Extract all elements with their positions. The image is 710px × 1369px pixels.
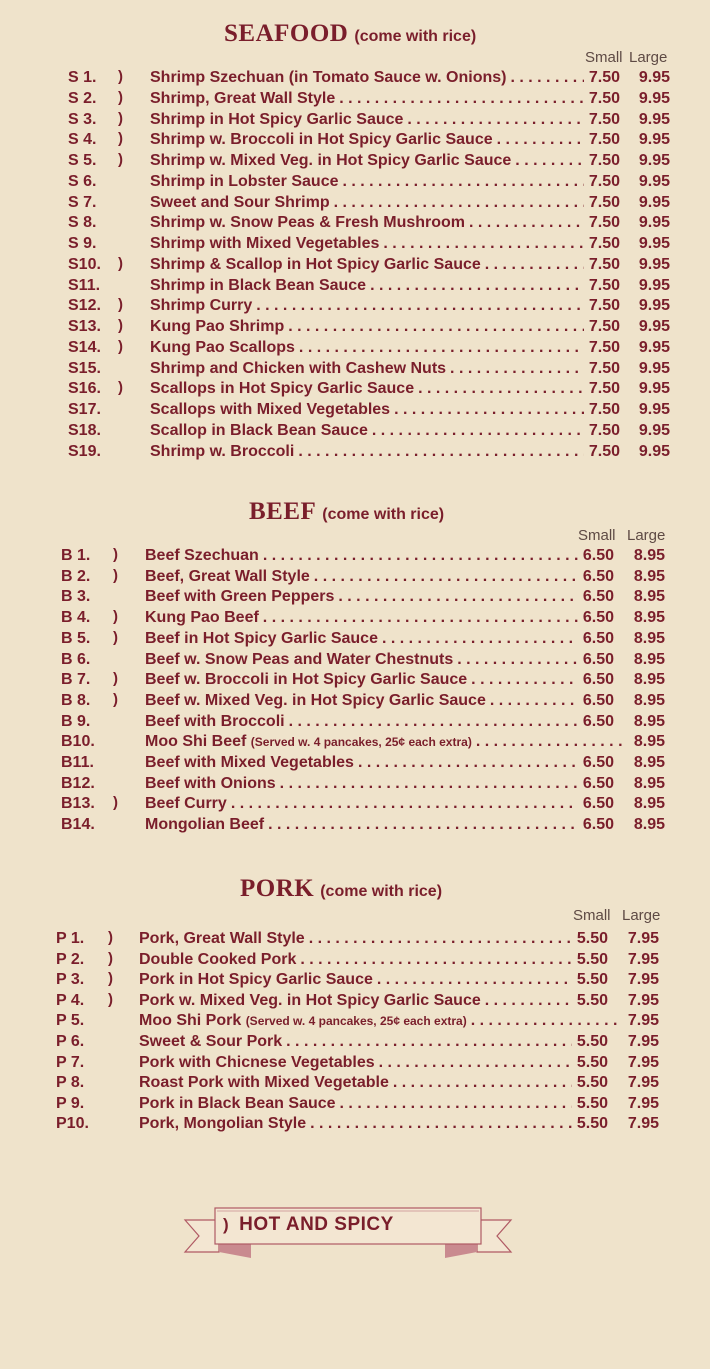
price-large: 7.95 (627, 991, 659, 1009)
menu-item-row (0, 1074, 710, 1095)
menu-item-row (0, 1115, 710, 1136)
chili-pepper-icon: ) (108, 929, 113, 946)
chili-pepper-icon: ) (118, 296, 123, 314)
price-small: 7.50 (588, 89, 620, 107)
item-name (139, 971, 572, 989)
chili-pepper-icon: ) (113, 608, 118, 626)
item-name (139, 1054, 572, 1072)
item-code: S11. (68, 276, 101, 294)
item-name-text: Sweet and Sour Shrimp (150, 193, 330, 211)
price-small: 6.50 (582, 754, 614, 771)
price-large: 7.95 (627, 1012, 659, 1030)
price-small: 6.50 (582, 691, 614, 709)
small-column-header: Small (585, 49, 623, 66)
price-large: 8.95 (633, 774, 665, 792)
menu-item-row (0, 671, 710, 692)
item-name (150, 401, 584, 419)
item-name (150, 69, 584, 87)
item-name (150, 277, 584, 295)
price-small: 5.50 (576, 1053, 608, 1071)
menu-item-row (0, 971, 710, 992)
item-code: S15. (68, 359, 101, 377)
price-small: 7.50 (588, 338, 620, 356)
item-name-text: Shrimp with Mixed Vegetables (150, 235, 380, 252)
menu-item-row (0, 111, 710, 132)
item-name-text: Kung Pao Shrimp (150, 318, 285, 335)
menu-item-row (0, 754, 710, 775)
chili-pepper-icon: ) (223, 1215, 230, 1234)
menu-item-row (0, 339, 710, 360)
price-small: 7.50 (588, 276, 620, 294)
item-code: P 6. (56, 1033, 85, 1050)
item-code: S 8. (68, 214, 97, 232)
price-large: 9.95 (638, 297, 670, 315)
price-large: 8.95 (633, 754, 665, 771)
menu-item-row (0, 1054, 710, 1075)
menu-item-row (0, 1033, 710, 1054)
item-name-text: Pork with Chicnese Vegetables (139, 1053, 375, 1071)
price-small: 5.50 (576, 971, 608, 989)
price-small: 6.50 (582, 609, 614, 627)
price-large: 9.95 (638, 172, 670, 190)
menu-item-row (0, 713, 710, 734)
item-name-text: Shrimp w. Broccoli in Hot Spicy Garlic Sauce (150, 131, 493, 149)
item-code: S12. (68, 297, 101, 315)
item-name-text: Kung Pao Scallops (150, 338, 295, 356)
item-code: B 3. (61, 588, 91, 606)
item-name (139, 930, 572, 948)
item-code: S 6. (68, 172, 97, 190)
item-code: P 9. (56, 1094, 85, 1112)
item-name-text: Double Cooked Pork (139, 950, 297, 968)
price-large: 8.95 (633, 567, 665, 585)
price-small: 5.50 (576, 930, 608, 947)
item-name (150, 318, 584, 336)
item-name (150, 214, 584, 232)
section-heading: PORK (240, 875, 315, 902)
price-large: 8.95 (633, 816, 665, 834)
price-small: 7.50 (588, 359, 620, 377)
price-large: 7.95 (627, 930, 659, 947)
item-code: S14. (68, 338, 101, 356)
item-name (145, 588, 578, 606)
item-code: P 5. (56, 1012, 85, 1030)
menu-item-row (0, 277, 710, 298)
price-small: 7.50 (588, 172, 620, 190)
item-name-text: Shrimp Curry (150, 297, 253, 315)
item-code: S16. (68, 380, 101, 398)
large-column-header: Large (627, 527, 666, 544)
menu-item-row (0, 816, 710, 837)
chili-pepper-icon: ) (118, 68, 123, 85)
chili-pepper-icon: ) (113, 794, 118, 812)
price-large: 8.95 (633, 629, 665, 647)
price-small: 6.50 (582, 588, 614, 606)
item-name-text: Shrimp w. Broccoli (150, 442, 295, 460)
price-large: 9.95 (638, 89, 670, 107)
item-name-text: Shrimp in Lobster Sauce (150, 172, 339, 190)
menu-item-row (0, 775, 710, 796)
small-column-header: Small (578, 527, 616, 544)
price-small: 5.50 (576, 950, 608, 968)
price-small: 6.50 (582, 650, 614, 668)
price-small: 7.50 (588, 297, 620, 315)
price-small: 6.50 (582, 567, 614, 585)
item-name (150, 131, 584, 149)
item-code: B14. (61, 816, 95, 834)
section-subtitle: (come with rice) (322, 506, 445, 523)
menu-item-row (0, 173, 710, 194)
price-small: 6.50 (582, 671, 614, 689)
price-large: 8.95 (633, 650, 665, 668)
item-code: P 3. (56, 971, 85, 989)
price-large: 9.95 (638, 318, 670, 335)
chili-pepper-icon: ) (118, 254, 123, 272)
menu-item-row (0, 297, 710, 318)
item-name-text: Beef with Broccoli (145, 712, 285, 730)
item-code: S19. (68, 442, 101, 460)
menu-item-row (0, 1095, 710, 1116)
price-large: 8.95 (633, 691, 665, 709)
item-name (139, 1095, 572, 1113)
item-name (139, 951, 572, 969)
item-code: B 9. (61, 712, 91, 730)
menu-item-row (0, 692, 710, 713)
item-name (145, 651, 578, 669)
item-name (145, 795, 578, 813)
price-large: 8.95 (633, 733, 665, 751)
item-name (150, 90, 584, 108)
large-column-header: Large (629, 49, 668, 66)
item-name (150, 422, 584, 440)
item-name (150, 360, 584, 378)
price-large: 7.95 (627, 971, 659, 989)
price-large: 9.95 (638, 235, 670, 252)
item-name-text: Scallop in Black Bean Sauce (150, 421, 368, 439)
item-name-text: Beef w. Mixed Veg. in Hot Spicy Garlic Sauce (145, 691, 486, 709)
menu-item-row (0, 152, 710, 173)
chili-pepper-icon: ) (113, 546, 118, 563)
chili-pepper-icon: ) (118, 88, 123, 106)
price-large: 9.95 (638, 152, 670, 169)
chili-pepper-icon: ) (118, 130, 123, 148)
item-name-text: Beef Szechuan (145, 547, 259, 564)
item-code: S 1. (68, 69, 97, 86)
menu-item-row (0, 235, 710, 256)
price-small: 6.50 (582, 816, 614, 834)
item-note: (Served w. 4 pancakes, 25¢ each extra) (245, 1014, 467, 1029)
item-name (145, 816, 578, 834)
item-name-text: Shrimp in Black Bean Sauce (150, 276, 367, 294)
item-name-text: Shrimp and Chicken with Cashew Nuts (150, 359, 447, 377)
menu-item-row (0, 380, 710, 401)
item-code: S 5. (68, 152, 97, 169)
price-small: 6.50 (582, 547, 614, 564)
item-name (150, 443, 584, 461)
item-code: S10. (68, 255, 101, 273)
item-name-text: Beef w. Snow Peas and Water Chestnuts (145, 650, 454, 668)
chili-pepper-icon: ) (113, 690, 118, 708)
item-name (145, 671, 578, 689)
chili-pepper-icon: ) (108, 949, 113, 967)
section-title-beef (249, 498, 444, 526)
menu-item-row (0, 992, 710, 1013)
item-code: B10. (61, 733, 95, 751)
menu-item-row (0, 69, 710, 90)
item-name-text: Pork in Hot Spicy Garlic Sauce (139, 971, 373, 989)
menu-item-row (0, 930, 710, 951)
price-small: 5.50 (576, 991, 608, 1009)
item-name (150, 339, 584, 357)
price-small: 6.50 (582, 712, 614, 730)
price-small: 7.50 (588, 255, 620, 273)
item-name (145, 733, 625, 751)
price-large: 8.95 (633, 795, 665, 813)
item-name-text: Shrimp in Hot Spicy Garlic Sauce (150, 110, 404, 128)
price-large: 9.95 (638, 193, 670, 211)
price-small: 5.50 (576, 1033, 608, 1050)
item-name-text: Scallops with Mixed Vegetables (150, 401, 391, 418)
item-name-text: Beef with Onions (145, 774, 276, 792)
item-name-text: Pork, Mongolian Style (139, 1115, 307, 1133)
price-small: 7.50 (588, 193, 620, 211)
item-name (150, 173, 584, 191)
price-large: 8.95 (633, 671, 665, 689)
price-large: 7.95 (627, 1053, 659, 1071)
menu-item-row (0, 547, 710, 568)
item-name (139, 1115, 572, 1133)
item-name (139, 1012, 619, 1030)
item-name (145, 692, 578, 710)
item-name-text: Mongolian Beef (145, 816, 265, 834)
item-name-text: Shrimp & Scallop in Hot Spicy Garlic Sauce (150, 255, 481, 273)
item-name-text: Beef with Green Peppers (145, 588, 335, 606)
item-name-text: Beef with Mixed Vegetables (145, 754, 354, 771)
item-name (150, 235, 584, 253)
price-large: 9.95 (638, 442, 670, 460)
section-title-pork (240, 875, 442, 903)
menu-item-row (0, 360, 710, 381)
item-code: S 9. (68, 235, 97, 252)
price-small: 5.50 (576, 1094, 608, 1112)
item-name-text: Pork, Great Wall Style (139, 930, 305, 947)
small-column-header: Small (573, 907, 611, 924)
menu-item-row (0, 422, 710, 443)
section-heading: SEAFOOD (224, 20, 349, 47)
price-large: 7.95 (627, 1074, 659, 1092)
price-large: 9.95 (638, 255, 670, 273)
item-name-text: Beef w. Broccoli in Hot Spicy Garlic Sauce (145, 671, 468, 689)
chili-pepper-icon: ) (118, 379, 123, 397)
price-large: 7.95 (627, 950, 659, 968)
price-small: 7.50 (588, 401, 620, 418)
section-title-seafood (224, 20, 476, 48)
chili-pepper-icon: ) (118, 109, 123, 127)
price-small: 7.50 (588, 69, 620, 86)
price-large: 9.95 (638, 276, 670, 294)
price-large: 9.95 (638, 359, 670, 377)
price-small: 7.50 (588, 421, 620, 439)
price-small: 7.50 (588, 131, 620, 149)
item-code: S18. (68, 421, 101, 439)
item-name (145, 713, 578, 731)
menu-item-row (0, 568, 710, 589)
menu-item-row (0, 733, 710, 754)
menu-item-row (0, 651, 710, 672)
menu-item-row (0, 795, 710, 816)
item-name-text: Shrimp Szechuan (in Tomato Sauce w. Onions) (150, 69, 507, 86)
item-name (145, 547, 578, 565)
price-large: 8.95 (633, 712, 665, 730)
item-name (150, 152, 584, 170)
item-code: S 4. (68, 131, 97, 149)
item-name (145, 630, 578, 648)
item-code: P 8. (56, 1074, 85, 1092)
item-name (139, 1033, 572, 1051)
menu-item-row (0, 443, 710, 464)
legend-label (223, 1214, 473, 1236)
price-small: 7.50 (588, 152, 620, 169)
chili-pepper-icon: ) (108, 970, 113, 988)
price-large: 8.95 (633, 588, 665, 606)
price-small: 7.50 (588, 318, 620, 335)
item-name-text: Beef Curry (145, 795, 227, 813)
item-name (150, 256, 584, 274)
item-name (145, 754, 578, 772)
item-code: B13. (61, 795, 95, 813)
menu-item-row (0, 214, 710, 235)
item-name-text: Pork w. Mixed Veg. in Hot Spicy Garlic Sauce (139, 991, 481, 1009)
menu-item-row (0, 318, 710, 339)
item-code: B 2. (61, 567, 91, 585)
item-name (150, 194, 584, 212)
item-code: P 2. (56, 950, 85, 968)
item-name-text: Moo Shi Beef (145, 733, 247, 751)
price-large: 7.95 (627, 1033, 659, 1050)
item-name (139, 992, 572, 1010)
item-name-text: Shrimp, Great Wall Style (150, 89, 336, 107)
hot-and-spicy-legend (183, 1196, 513, 1268)
item-name-text: Pork in Black Bean Sauce (139, 1094, 336, 1112)
chili-pepper-icon: ) (113, 628, 118, 646)
item-name-text: Shrimp w. Mixed Veg. in Hot Spicy Garlic Sauce (150, 152, 512, 169)
item-name-text: Beef, Great Wall Style (145, 567, 310, 585)
item-code: B 8. (61, 691, 91, 709)
menu-item-row (0, 131, 710, 152)
large-column-header: Large (622, 907, 661, 924)
item-code: B 4. (61, 609, 91, 627)
price-large: 9.95 (638, 380, 670, 398)
section-subtitle: (come with rice) (354, 28, 477, 45)
item-name (145, 609, 578, 627)
item-name (139, 1074, 572, 1092)
price-large: 7.95 (627, 1115, 659, 1133)
item-name-text: Shrimp w. Snow Peas & Fresh Mushroom (150, 214, 466, 232)
section-heading: BEEF (249, 498, 317, 525)
item-name-text: Roast Pork with Mixed Vegetable (139, 1074, 389, 1092)
item-code: S 2. (68, 89, 97, 107)
menu-item-row (0, 1012, 710, 1033)
price-small: 7.50 (588, 214, 620, 232)
chili-pepper-icon: ) (113, 566, 118, 584)
price-large: 9.95 (638, 69, 670, 86)
item-name-text: Kung Pao Beef (145, 609, 259, 627)
price-large: 8.95 (633, 609, 665, 627)
menu-item-row (0, 588, 710, 609)
item-code: B 6. (61, 650, 91, 668)
menu-item-row (0, 90, 710, 111)
item-code: B 1. (61, 547, 91, 564)
menu-item-row (0, 630, 710, 651)
price-large: 9.95 (638, 110, 670, 128)
item-name (145, 568, 578, 586)
price-large: 9.95 (638, 421, 670, 439)
price-small: 6.50 (582, 795, 614, 813)
price-small: 7.50 (588, 110, 620, 128)
price-small: 5.50 (576, 1074, 608, 1092)
item-code: S17. (68, 401, 101, 418)
item-code: S 3. (68, 110, 97, 128)
item-name (145, 775, 578, 793)
price-small: 6.50 (582, 774, 614, 792)
item-code: P 7. (56, 1053, 85, 1071)
item-name (150, 111, 584, 129)
item-name (150, 380, 584, 398)
chili-pepper-icon: ) (118, 151, 123, 168)
price-small: 6.50 (582, 629, 614, 647)
chili-pepper-icon: ) (118, 337, 123, 355)
legend-text: HOT AND SPICY (239, 1214, 394, 1235)
price-large: 9.95 (638, 214, 670, 232)
item-code: B12. (61, 774, 95, 792)
item-code: S13. (68, 318, 101, 335)
item-name-text: Sweet & Sour Pork (139, 1033, 283, 1050)
item-code: B11. (61, 754, 94, 771)
menu-item-row (0, 194, 710, 215)
price-large: 9.95 (638, 338, 670, 356)
item-name-text: Beef in Hot Spicy Garlic Sauce (145, 629, 378, 647)
price-large: 8.95 (633, 547, 665, 564)
item-note: (Served w. 4 pancakes, 25¢ each extra) (250, 735, 472, 750)
price-large: 9.95 (638, 401, 670, 418)
item-name-text: Scallops in Hot Spicy Garlic Sauce (150, 380, 415, 398)
price-small: 7.50 (588, 380, 620, 398)
item-name-text: Moo Shi Pork (139, 1012, 242, 1030)
price-small: 5.50 (576, 1115, 608, 1133)
item-code: B 5. (61, 629, 91, 647)
item-code: P 1. (56, 930, 85, 947)
price-small: 7.50 (588, 235, 620, 252)
item-code: P10. (56, 1115, 89, 1133)
price-small: 7.50 (588, 442, 620, 460)
chili-pepper-icon: ) (113, 670, 118, 688)
price-large: 7.95 (627, 1094, 659, 1112)
menu-item-row (0, 609, 710, 630)
item-code: S 7. (68, 193, 97, 211)
item-name (150, 297, 584, 315)
menu-item-row (0, 951, 710, 972)
item-code: B 7. (61, 671, 91, 689)
item-code: P 4. (56, 991, 85, 1009)
chili-pepper-icon: ) (118, 317, 123, 334)
chili-pepper-icon: ) (108, 990, 113, 1008)
menu-item-row (0, 401, 710, 422)
section-subtitle: (come with rice) (320, 883, 443, 900)
menu-item-row (0, 256, 710, 277)
price-large: 9.95 (638, 131, 670, 149)
